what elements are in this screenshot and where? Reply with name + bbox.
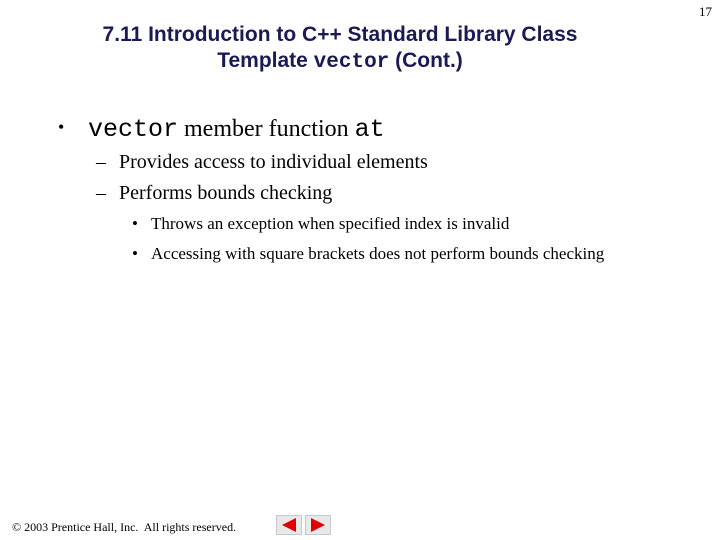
dash-marker: – — [96, 151, 106, 173]
previous-slide-button[interactable] — [276, 515, 302, 535]
title-line-2 — [40, 48, 640, 76]
dash-marker: – — [96, 182, 106, 204]
sub-item — [96, 150, 428, 174]
main-bullet — [58, 112, 385, 145]
sub-item — [96, 181, 332, 205]
sub-sub-item-text: Throws an exception when specified index is invalid — [151, 214, 510, 233]
bullet-marker: • — [132, 214, 138, 233]
sub-sub-item-text: Accessing with square brackets does not perform bounds checking — [151, 244, 605, 263]
title-prefix: Template — [217, 49, 314, 72]
next-slide-button[interactable] — [305, 515, 331, 535]
sub-sub-item — [132, 212, 632, 236]
copyright-footer: © 2003 Prentice Hall, Inc. All rights reserved. — [12, 520, 237, 534]
bullet-text: member function — [178, 116, 355, 142]
title-suffix: (Cont.) — [389, 49, 463, 72]
triangle-right-icon — [306, 516, 330, 534]
slide-title — [40, 22, 640, 76]
title-code: vector — [313, 51, 390, 74]
sub-item-text: Provides access to individual elements — [119, 151, 428, 173]
sub-sub-item — [132, 242, 632, 266]
bullet-code-at: at — [354, 115, 385, 144]
sub-item-text: Performs bounds checking — [119, 182, 333, 204]
bullet-marker: • — [58, 117, 65, 137]
bullet-marker: • — [132, 244, 138, 263]
page-number: 17 — [699, 4, 712, 19]
bullet-code-vector: vector — [88, 115, 179, 144]
title-line-1: 7.11 Introduction to C++ Standard Library Class — [102, 23, 578, 46]
triangle-left-icon — [277, 516, 301, 534]
